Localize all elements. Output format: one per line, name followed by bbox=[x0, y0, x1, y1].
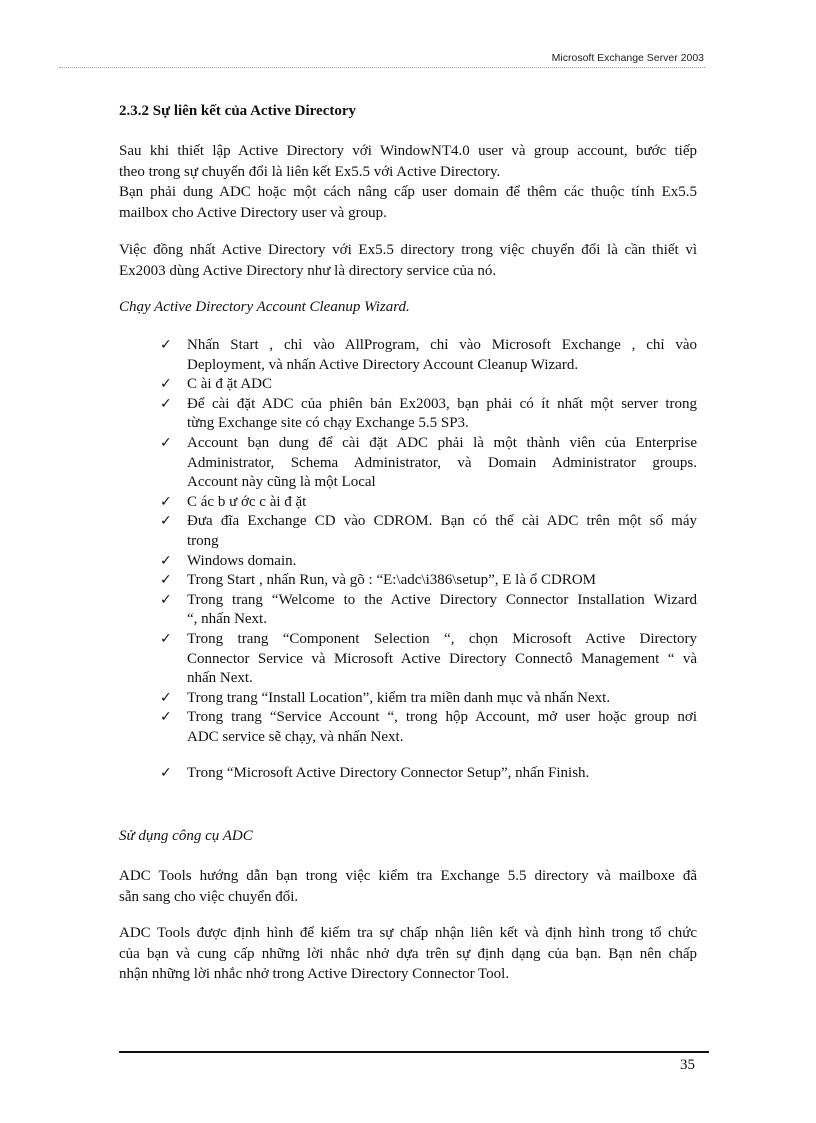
checklist-line: từng Exchange site có chạy Exchange 5.5 SP3. bbox=[187, 415, 469, 432]
checklist-item bbox=[160, 493, 697, 513]
checkmark-icon: ✓ bbox=[160, 493, 172, 510]
checklist-line: Để cài đặt ADC của phiên bản Ex2003, bạn phải có ít nhất một server trong bbox=[187, 395, 697, 412]
checkmark-icon: ✓ bbox=[160, 709, 172, 726]
text-line: ADC Tools được định hình để kiểm tra sự chấp nhận liên kết và định hình trong tổ chức bbox=[119, 925, 697, 941]
checklist-line: trong bbox=[187, 532, 219, 549]
checklist-line: Windows domain. bbox=[187, 552, 297, 569]
text-line: theo trong sự chuyển đổi là liên kết Ex5.5 với Active Directory. bbox=[119, 163, 501, 180]
unify-paragraph bbox=[119, 240, 697, 281]
adc-tool-heading: Sử dụng công cụ ADC bbox=[119, 828, 253, 844]
checklist-item bbox=[160, 552, 697, 572]
checklist-line: “, nhấn Next. bbox=[187, 611, 267, 628]
text-line: nhận những lời nhắc nhở trong Active Directory Connector Tool. bbox=[119, 966, 510, 982]
checklist-line: C ài đ ặt ADC bbox=[187, 376, 272, 393]
checklist-line: Nhấn Start , chỉ vào AllProgram, chỉ vào Microsoft Exchange , chỉ vào bbox=[187, 337, 697, 353]
checklist-line: nhấn Next. bbox=[187, 670, 253, 687]
text-line: sẵn sang cho việc chuyển đổi. bbox=[119, 888, 299, 905]
adc-tools-guide-paragraph bbox=[119, 866, 697, 907]
checklist-item bbox=[160, 591, 697, 630]
checklist-line: C ác b ư ớc c ài đ ặt bbox=[187, 493, 307, 510]
checklist-line: Administrator, Schema Administrator, và Domain Administrator groups. bbox=[187, 454, 697, 471]
checkmark-icon: ✓ bbox=[160, 630, 172, 647]
text-line: Ex2003 dùng Active Directory như là directory service của nó. bbox=[119, 262, 497, 279]
page-number: 35 bbox=[680, 1057, 695, 1073]
text-line: mailbox cho Active Directory user và group. bbox=[119, 204, 387, 221]
checklist-line: ADC service sẽ chạy, và nhấn Next. bbox=[187, 728, 404, 745]
checkmark-icon: ✓ bbox=[160, 765, 172, 782]
checkmark-icon: ✓ bbox=[160, 337, 172, 353]
checklist-item bbox=[160, 375, 697, 395]
adc-tools-config-paragraph bbox=[119, 923, 697, 985]
checklist-line: Trong trang “Component Selection “, chọn Microsoft Active Directory bbox=[187, 630, 697, 647]
checkmark-icon: ✓ bbox=[160, 434, 172, 451]
running-header: Microsoft Exchange Server 2003 bbox=[551, 52, 704, 64]
intro-paragraph bbox=[119, 141, 697, 223]
checklist-item bbox=[160, 764, 697, 784]
checkmark-icon: ✓ bbox=[160, 395, 172, 412]
checklist-item bbox=[160, 571, 697, 591]
checklist-item bbox=[160, 336, 697, 375]
checkmark-icon: ✓ bbox=[160, 513, 172, 530]
header-divider bbox=[59, 67, 705, 68]
checkmark-icon: ✓ bbox=[160, 552, 172, 569]
checklist-line: Đưa đĩa Exchange CD vào CDROM. Bạn có thể cài ADC trên một số máy bbox=[187, 513, 697, 530]
checklist-line: Trong trang “Welcome to the Active Directory Connector Installation Wizard bbox=[187, 591, 697, 608]
checklist-line: Account bạn dung để cài đặt ADC phải là một thành viên của Enterprise bbox=[187, 434, 697, 451]
text-line: Bạn phải dung ADC hoặc một cách nâng cấp user domain để thêm các thuộc tính Ex5.5 bbox=[119, 184, 697, 200]
checkmark-icon: ✓ bbox=[160, 591, 172, 608]
checklist bbox=[160, 336, 697, 784]
checklist-line: Trong Start , nhấn Run, và gõ : “E:\adc\i386\setup”, E là ổ CDROM bbox=[187, 572, 596, 589]
checklist-item bbox=[160, 395, 697, 434]
checklist-line: Trong “Microsoft Active Directory Connector Setup”, nhấn Finish. bbox=[187, 765, 590, 782]
section-heading: 2.3.2 Sự liên kết của Active Directory bbox=[119, 103, 357, 119]
checklist-line: Deployment, và nhấn Active Directory Account Cleanup Wizard. bbox=[187, 356, 579, 373]
checklist-line: Account này cũng là một Local bbox=[187, 474, 376, 491]
run-wizard-heading: Chạy Active Directory Account Cleanup Wizard. bbox=[119, 299, 410, 315]
text-line: ADC Tools hướng dẫn bạn trong việc kiểm tra Exchange 5.5 directory và mailboxe đã bbox=[119, 868, 697, 884]
checklist-line: Trong trang “Service Account “, trong hộp Account, mở user hoặc group nơi bbox=[187, 709, 697, 726]
checkmark-icon: ✓ bbox=[160, 689, 172, 706]
checkmark-icon: ✓ bbox=[160, 376, 172, 393]
text-line: Sau khi thiết lập Active Directory với WindowNT4.0 user và group account, bước tiếp bbox=[119, 143, 697, 159]
checklist-item bbox=[160, 434, 697, 493]
checklist-item bbox=[160, 512, 697, 551]
checklist-line: Trong trang “Install Location”, kiểm tra miền danh mục và nhấn Next. bbox=[187, 689, 611, 706]
checkmark-icon: ✓ bbox=[160, 572, 172, 589]
footer-divider bbox=[119, 1051, 709, 1053]
checklist-line: Connector Service và Microsoft Active Directory Connectô Management “ và bbox=[187, 650, 697, 667]
checklist-item bbox=[160, 689, 697, 709]
checklist-item bbox=[160, 630, 697, 689]
checklist-item bbox=[160, 708, 697, 747]
text-line: Việc đồng nhất Active Directory với Ex5.5 directory trong việc chuyển đổi là cần thiết vì bbox=[119, 242, 697, 258]
text-line: của bạn và cung cấp những lời nhắc nhở dựa trên sự định dạng của bạn. Bạn nên chấp bbox=[119, 945, 697, 962]
